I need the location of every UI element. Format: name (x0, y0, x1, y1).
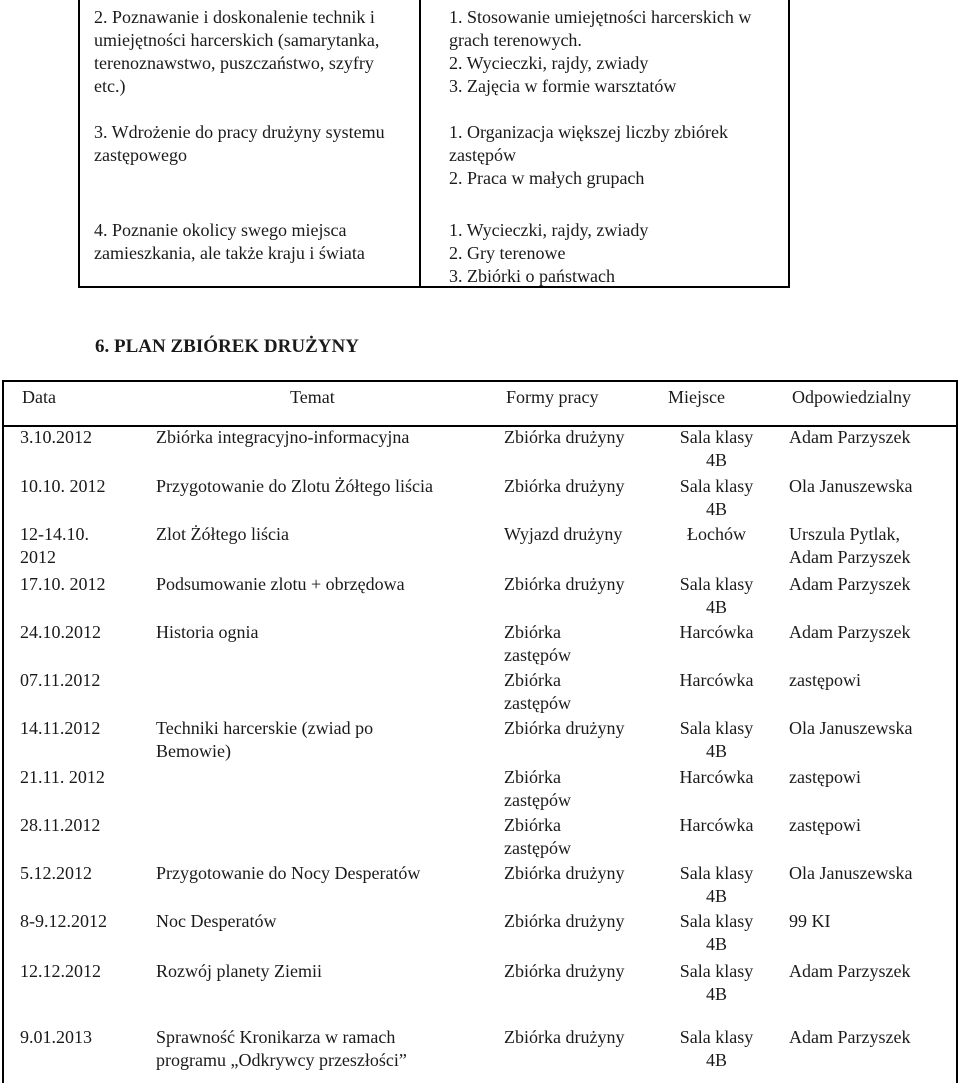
cell-topic: Techniki harcerskie (zwiad po Bemowie) (156, 718, 374, 761)
header-form: Formy pracy (506, 387, 599, 407)
cell-topic: Zlot Żółtego liścia (156, 524, 289, 544)
cell-place: Łochów (687, 524, 746, 544)
cell-form: Zbiórka drużyny (504, 961, 625, 981)
cell-topic: Noc Desperatów (156, 911, 277, 931)
cell-form: Zbiórka drużyny (504, 718, 625, 738)
column-divider (419, 0, 421, 286)
cell-form: Zbiórka drużyny (504, 476, 625, 496)
cell-form: Zbiórka drużyny (504, 1027, 625, 1047)
cell-responsible: Adam Parzyszek (789, 961, 911, 981)
header-date: Data (22, 387, 56, 407)
cell-topic: Podsumowanie zlotu + obrzędowa (156, 574, 405, 594)
section-heading: 6. PLAN ZBIÓREK DRUŻYNY (95, 336, 359, 357)
cell-responsible: Ola Januszewska (789, 476, 913, 496)
cell-place: Sala klasy 4B (679, 718, 754, 761)
cell-responsible: Adam Parzyszek (789, 427, 911, 447)
cell-date: 07.11.2012 (20, 670, 101, 690)
cell-topic: Przygotowanie do Zlotu Żółtego liścia (156, 476, 433, 496)
cell-date: 28.11.2012 (20, 815, 101, 835)
cell-topic: Sprawność Kronikarza w ramach programu „Odkrywcy przeszłości” (156, 1027, 407, 1070)
cell-responsible: Adam Parzyszek (789, 1027, 911, 1047)
cell-place: Sala klasy 4B (679, 476, 754, 519)
meeting-plan-table (2, 380, 958, 1083)
cell-place: Harcówka (679, 670, 754, 690)
cell-place: Sala klasy 4B (679, 427, 754, 470)
cell-form: Zbiórka drużyny (504, 863, 625, 883)
cell-form: Zbiórka drużyny (504, 574, 625, 594)
cell-topic: Historia ognia (156, 622, 259, 642)
cell-place: Sala klasy 4B (679, 574, 754, 617)
cell-responsible: Adam Parzyszek (789, 574, 911, 594)
cell-place: Harcówka (679, 622, 754, 642)
cell-place: Sala klasy 4B (679, 961, 754, 1004)
cell-responsible: Adam Parzyszek (789, 622, 911, 642)
cell-responsible: 99 KI (789, 911, 831, 931)
cell-form: Zbiórka drużyny (504, 911, 625, 931)
cell-form: Zbiórka zastępów (504, 670, 571, 713)
cell-form: Wyjazd drużyny (504, 524, 623, 544)
cell-responsible: zastępowi (789, 670, 861, 690)
cell-form: Zbiórka zastępów (504, 767, 571, 810)
goal-cell: 2. Poznawanie i doskonalenie technik i umiejętności harcerskich (samarytanka, terenoznawstwo, puszczaństwo, szyfry etc.) (94, 7, 380, 96)
cell-date: 8-9.12.2012 (20, 911, 107, 931)
cell-form: Zbiórka zastępów (504, 622, 571, 665)
cell-place: Sala klasy 4B (679, 911, 754, 954)
cell-topic: Przygotowanie do Nocy Desperatów (156, 863, 421, 883)
cell-date: 12.12.2012 (20, 961, 101, 981)
cell-date: 21.11. 2012 (20, 767, 105, 787)
goals-table (78, 0, 790, 288)
cell-date: 10.10. 2012 (20, 476, 106, 496)
cell-date: 5.12.2012 (20, 863, 92, 883)
cell-place: Harcówka (679, 815, 754, 835)
methods-cell: 1. Wycieczki, rajdy, zwiady 2. Gry terenowe 3. Zbiórki o państwach (449, 220, 649, 286)
cell-topic: Zbiórka integracyjno-informacyjna (156, 427, 410, 447)
cell-place: Sala klasy 4B (679, 863, 754, 906)
cell-responsible: zastępowi (789, 815, 861, 835)
methods-cell: 1. Organizacja większej liczby zbiórek zastępów 2. Praca w małych grupach (449, 122, 729, 188)
cell-form: Zbiórka zastępów (504, 815, 571, 858)
methods-cell: 1. Stosowanie umiejętności harcerskich w grach terenowych. 2. Wycieczki, rajdy, zwiady 3. Zajęcia w formie warsztatów (449, 7, 752, 96)
cell-date: 12-14.10. 2012 (20, 524, 89, 567)
cell-responsible: zastępowi (789, 767, 861, 787)
cell-date: 24.10.2012 (20, 622, 101, 642)
goal-cell: 4. Poznanie okolicy swego miejsca zamieszkania, ale także kraju i świata (94, 220, 365, 263)
cell-date: 3.10.2012 (20, 427, 92, 447)
goal-cell: 3. Wdrożenie do pracy drużyny systemu zastępowego (94, 122, 385, 165)
cell-topic: Rozwój planety Ziemii (156, 961, 322, 981)
cell-form: Zbiórka drużyny (504, 427, 625, 447)
header-topic: Temat (290, 387, 335, 407)
header-place: Miejsce (668, 387, 725, 407)
cell-date: 9.01.2013 (20, 1027, 92, 1047)
header-responsible: Odpowiedzialny (792, 387, 911, 407)
cell-place: Sala klasy 4B (679, 1027, 754, 1070)
cell-place: Harcówka (679, 767, 754, 787)
cell-date: 14.11.2012 (20, 718, 101, 738)
cell-responsible: Ola Januszewska (789, 863, 913, 883)
cell-responsible: Urszula Pytlak, Adam Parzyszek (789, 524, 911, 567)
cell-responsible: Ola Januszewska (789, 718, 913, 738)
cell-date: 17.10. 2012 (20, 574, 106, 594)
